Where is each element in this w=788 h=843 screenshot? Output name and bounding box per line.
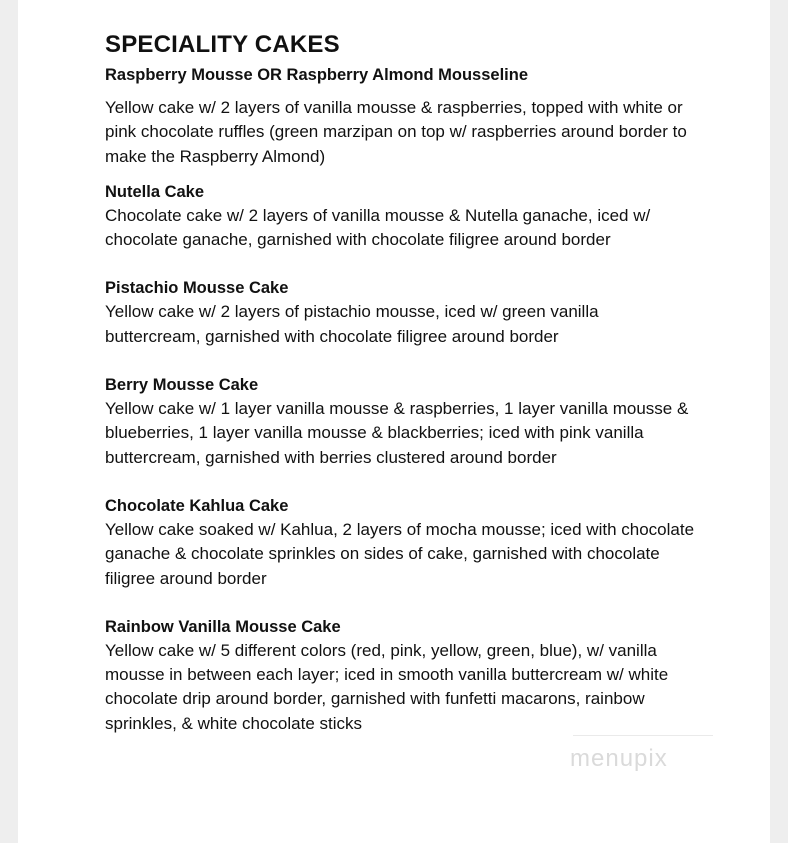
cake-name: Pistachio Mousse Cake — [105, 279, 289, 298]
menupix-watermark: menupix — [570, 745, 668, 772]
cake-item-pistachio — [105, 276, 695, 349]
cake-item-rainbow-vanilla — [105, 615, 695, 736]
cake-name: Rainbow Vanilla Mousse Cake — [105, 617, 341, 636]
menu-page — [18, 0, 770, 843]
watermark-line — [573, 735, 713, 736]
cake-description: Yellow cake w/ 2 layers of vanilla mousse & raspberries, topped with white or pink chocolate ruffles (green marzipan on top w/ raspberries around border to make the Raspberry Almond) — [105, 98, 687, 166]
cake-name: Nutella Cake — [105, 182, 205, 201]
cake-item-chocolate-kahlua — [105, 494, 695, 591]
cake-item-nutella — [105, 180, 695, 253]
cake-name: Raspberry Mousse OR Raspberry Almond Mousseline — [105, 66, 528, 84]
cake-description: Chocolate cake w/ 2 layers of vanilla mousse & Nutella ganache, iced w/ chocolate ganache, garnished with chocolate filigree around border — [105, 205, 651, 250]
cake-name: Chocolate Kahlua Cake — [105, 496, 289, 515]
menu-content — [105, 30, 695, 736]
cake-description: Yellow cake soaked w/ Kahlua, 2 layers of mocha mousse; iced with chocolate ganache & chocolate sprinkles on sides of cake, garnished with chocolate filigree around border — [105, 519, 695, 588]
cake-item-berry-mousse — [105, 373, 695, 470]
cake-name: Berry Mousse Cake — [105, 376, 259, 395]
cake-item-raspberry-mousse — [105, 63, 695, 169]
cake-description: Yellow cake w/ 2 layers of pistachio mousse, iced w/ green vanilla buttercream, garnished with chocolate filigree around border — [105, 302, 599, 346]
page-title: SPECIALITY CAKES — [105, 31, 340, 58]
cake-description: Yellow cake w/ 5 different colors (red, pink, yellow, green, blue), w/ vanilla mousse in between each layer; iced in smooth vanilla buttercream w/ white chocolate drip around border, garnished with funfetti macarons, rainbow sprinkles, & white chocolate sticks — [105, 640, 669, 733]
cake-description: Yellow cake w/ 1 layer vanilla mousse & raspberries, 1 layer vanilla mousse & blueberries, 1 layer vanilla mousse & blackberries; iced with pink vanilla buttercream, garnished with berries clustered around border — [105, 399, 689, 467]
